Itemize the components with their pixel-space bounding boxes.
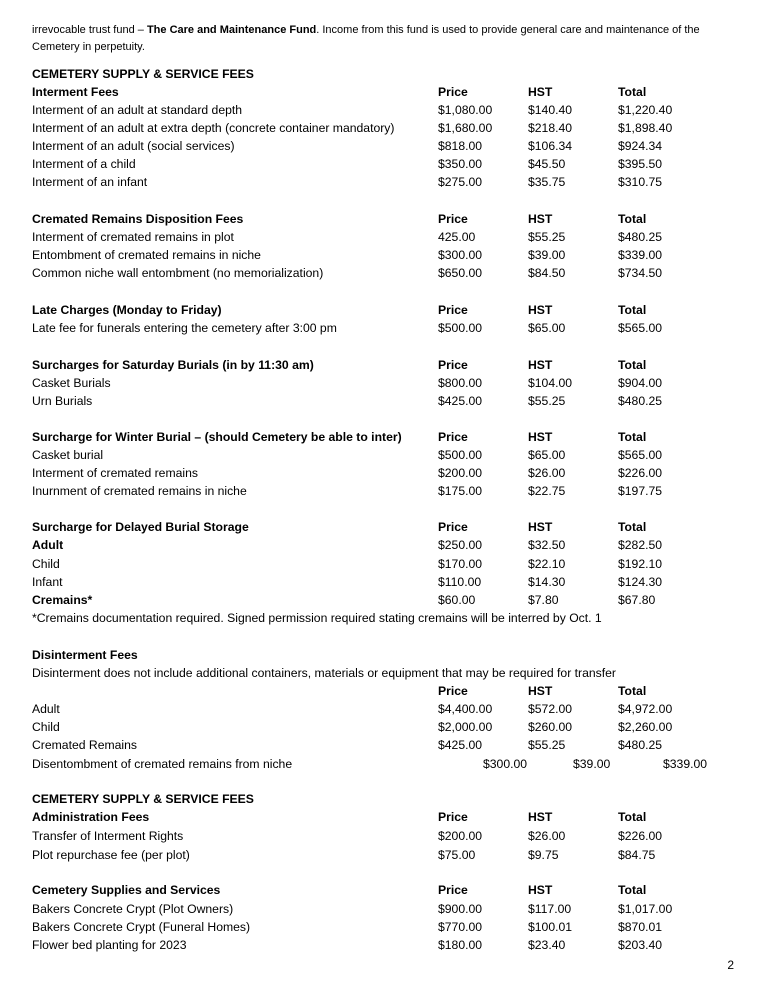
price-value: $250.00 (438, 538, 483, 552)
total-value: $1,220.40 (618, 103, 673, 117)
item-label: Common niche wall entombment (no memorialization) (32, 266, 324, 280)
price-value: $60.00 (438, 593, 476, 607)
table-row (0, 155, 764, 173)
delayed-header-row (0, 518, 764, 536)
total-header: Total (618, 810, 647, 824)
section-title: Disinterment Fees (32, 648, 138, 662)
price-value: $300.00 (438, 248, 483, 262)
price-value: $275.00 (438, 175, 483, 189)
price-header: Price (438, 430, 468, 444)
price-header: Price (438, 303, 468, 317)
table-row (0, 555, 764, 573)
hst-value: $39.00 (573, 757, 611, 771)
hst-value: $140.40 (528, 103, 573, 117)
section-title: Surcharge for Winter Burial – (should Cemetery be able to inter) (32, 430, 402, 444)
table-row (0, 119, 764, 137)
price-value: $425.00 (438, 738, 483, 752)
table-row (0, 936, 764, 954)
price-value: $900.00 (438, 902, 483, 916)
table-row (0, 246, 764, 264)
total-value: $565.00 (618, 321, 663, 335)
section-title: Cremated Remains Disposition Fees (32, 212, 244, 226)
hst-value: $117.00 (528, 902, 572, 916)
total-value: $480.25 (618, 230, 663, 244)
item-label: Cremains* (32, 593, 93, 607)
price-value: $650.00 (438, 266, 483, 280)
hst-header: HST (528, 883, 553, 897)
item-label: Interment of an infant (32, 175, 148, 189)
section-title: Interment Fees (32, 85, 119, 99)
table-row (0, 846, 764, 864)
item-label: Transfer of Interment Rights (32, 829, 184, 843)
total-value: $480.25 (618, 738, 663, 752)
hst-value: $55.25 (528, 230, 566, 244)
price-header: Price (438, 85, 468, 99)
price-header: Price (438, 212, 468, 226)
price-value: $300.00 (483, 757, 528, 771)
total-value: $904.00 (618, 376, 663, 390)
hst-header: HST (528, 430, 553, 444)
section-title: Late Charges (Monday to Friday) (32, 303, 222, 317)
hst-value: $65.00 (528, 448, 566, 462)
hst-value: $35.75 (528, 175, 566, 189)
hst-value: $32.50 (528, 538, 566, 552)
price-header: Price (438, 883, 468, 897)
hst-value: $9.75 (528, 848, 559, 862)
hst-value: $100.01 (528, 920, 573, 934)
price-value: $75.00 (438, 848, 476, 862)
total-header: Total (618, 883, 647, 897)
price-value: $2,000.00 (438, 720, 493, 734)
fund-name: The Care and Maintenance Fund (146, 24, 317, 36)
hst-value: $23.40 (528, 938, 566, 952)
price-value: $200.00 (438, 466, 483, 480)
table-row (0, 573, 764, 591)
hst-value: $260.00 (528, 720, 573, 734)
total-value: $480.25 (618, 394, 663, 408)
item-label: Casket burial (32, 448, 104, 462)
page-number: 2 (727, 958, 734, 972)
total-value: $203.40 (618, 938, 663, 952)
hst-value: $14.30 (528, 575, 566, 589)
table-row (0, 900, 764, 918)
cremains-footnote: *Cremains documentation required. Signed permission required stating cremains will be interred by Oct. 1 (32, 611, 602, 625)
hst-header: HST (528, 520, 553, 534)
table-row (0, 264, 764, 282)
section-title: Surcharge for Delayed Burial Storage (32, 520, 249, 534)
hst-value: $84.50 (528, 266, 566, 280)
table-row (0, 536, 764, 554)
total-value: $339.00 (663, 757, 708, 771)
table-row (0, 482, 764, 500)
table-row (0, 446, 764, 464)
hst-header: HST (528, 684, 553, 698)
table-row (0, 700, 764, 718)
section-title: Surcharges for Saturday Burials (in by 11:30 am) (32, 358, 314, 372)
hst-value: $55.25 (528, 738, 566, 752)
item-label: Adult (32, 702, 60, 716)
table-row (0, 392, 764, 410)
item-label: Infant (32, 575, 63, 589)
total-value: $870.01 (618, 920, 663, 934)
intro-prefix: irrevocable trust fund – (32, 24, 147, 36)
item-label: Disentombment of cremated remains from niche (32, 757, 293, 771)
item-label: Interment of an adult at extra depth (concrete container mandatory) (32, 121, 395, 135)
hst-value: $55.25 (528, 394, 566, 408)
item-label: Child (32, 720, 60, 734)
total-value: $1,017.00 (618, 902, 673, 916)
hst-header: HST (528, 810, 553, 824)
price-value: $500.00 (438, 321, 483, 335)
hst-value: $65.00 (528, 321, 566, 335)
price-header: Price (438, 810, 468, 824)
item-label: Casket Burials (32, 376, 111, 390)
item-label: Bakers Concrete Crypt (Plot Owners) (32, 902, 234, 916)
item-label: Interment of cremated remains (32, 466, 198, 480)
total-value: $4,972.00 (618, 702, 673, 716)
table-row (0, 101, 764, 119)
total-header: Total (618, 85, 647, 99)
price-value: $350.00 (438, 157, 483, 171)
total-value: $67.80 (618, 593, 656, 607)
hst-value: $218.40 (528, 121, 573, 135)
total-header: Total (618, 520, 647, 534)
total-value: $84.75 (618, 848, 656, 862)
table-row (0, 918, 764, 936)
table-row (0, 374, 764, 392)
hst-header: HST (528, 358, 553, 372)
price-value: $170.00 (438, 557, 483, 571)
intro-paragraph (32, 22, 732, 56)
hst-value: $7.80 (528, 593, 559, 607)
total-value: $395.50 (618, 157, 663, 171)
section-title: Cemetery Supplies and Services (32, 883, 221, 897)
item-label: Flower bed planting for 2023 (32, 938, 187, 952)
item-label: Urn Burials (32, 394, 93, 408)
item-label: Plot repurchase fee (per plot) (32, 848, 190, 862)
total-value: $124.30 (618, 575, 663, 589)
total-value: $226.00 (618, 829, 663, 843)
total-value: $197.75 (618, 484, 663, 498)
price-value: $425.00 (438, 394, 483, 408)
interment-header-row (0, 83, 764, 101)
item-label: Interment of an adult at standard depth (32, 103, 243, 117)
table-row (0, 718, 764, 736)
price-value: $110.00 (438, 575, 482, 589)
item-label: Entombment of cremated remains in niche (32, 248, 261, 262)
total-header: Total (618, 212, 647, 226)
table-row (0, 173, 764, 191)
table-row (0, 319, 764, 337)
hst-value: $104.00 (528, 376, 573, 390)
total-value: $192.10 (618, 557, 663, 571)
cremated-header-row (0, 210, 764, 228)
total-value: $282.50 (618, 538, 663, 552)
hst-header: HST (528, 212, 553, 226)
price-header: Price (438, 358, 468, 372)
price-value: $800.00 (438, 376, 483, 390)
disinterment-header-row (0, 682, 764, 700)
table-row (0, 755, 764, 773)
winter-header-row (0, 428, 764, 446)
item-label: Adult (32, 538, 64, 552)
hst-value: $106.34 (528, 139, 573, 153)
item-label: Interment of a child (32, 157, 136, 171)
total-value: $339.00 (618, 248, 663, 262)
hst-value: $45.50 (528, 157, 566, 171)
table-row (0, 137, 764, 155)
item-label: Child (32, 557, 60, 571)
total-value: $565.00 (618, 448, 663, 462)
total-value: $226.00 (618, 466, 663, 480)
intro-suffix: . Income from this fund is used to provide general care and maintenance of the Cemetery in perpetuity. (32, 24, 700, 53)
total-value: $2,260.00 (618, 720, 673, 734)
item-label: Interment of cremated remains in plot (32, 230, 234, 244)
price-value: 425.00 (438, 230, 476, 244)
hst-value: $26.00 (528, 829, 566, 843)
total-header: Total (618, 430, 647, 444)
price-value: $4,400.00 (438, 702, 493, 716)
table-row (0, 591, 764, 609)
total-value: $734.50 (618, 266, 663, 280)
section-subtitle: Disinterment does not include additional containers, materials or equipment that may be required for transfer (32, 666, 616, 680)
price-value: $175.00 (438, 484, 483, 498)
total-header: Total (618, 358, 647, 372)
hst-value: $572.00 (528, 702, 573, 716)
item-label: Bakers Concrete Crypt (Funeral Homes) (32, 920, 251, 934)
table-row (0, 736, 764, 754)
table-row (0, 464, 764, 482)
total-value: $310.75 (618, 175, 663, 189)
price-value: $1,080.00 (438, 103, 493, 117)
admin-header-row (0, 808, 764, 826)
section-heading: CEMETERY SUPPLY & SERVICE FEES (32, 792, 254, 806)
item-label: Late fee for funerals entering the cemetery after 3:00 pm (32, 321, 337, 335)
item-label: Interment of an adult (social services) (32, 139, 235, 153)
price-value: $1,680.00 (438, 121, 493, 135)
price-value: $500.00 (438, 448, 483, 462)
item-label: Inurnment of cremated remains in niche (32, 484, 247, 498)
late-header-row (0, 301, 764, 319)
price-header: Price (438, 684, 468, 698)
price-value: $818.00 (438, 139, 483, 153)
hst-header: HST (528, 303, 553, 317)
hst-header: HST (528, 85, 553, 99)
saturday-header-row (0, 356, 764, 374)
hst-value: $39.00 (528, 248, 566, 262)
total-value: $924.34 (618, 139, 663, 153)
price-value: $180.00 (438, 938, 483, 952)
supplies-header-row (0, 881, 764, 899)
section-heading: CEMETERY SUPPLY & SERVICE FEES (32, 67, 254, 81)
hst-value: $22.75 (528, 484, 566, 498)
hst-value: $26.00 (528, 466, 566, 480)
price-header: Price (438, 520, 468, 534)
item-label: Cremated Remains (32, 738, 137, 752)
table-row (0, 827, 764, 845)
total-header: Total (618, 303, 647, 317)
hst-value: $22.10 (528, 557, 566, 571)
total-value: $1,898.40 (618, 121, 673, 135)
price-value: $770.00 (438, 920, 483, 934)
price-value: $200.00 (438, 829, 483, 843)
section-title: Administration Fees (32, 810, 150, 824)
table-row (0, 228, 764, 246)
total-header: Total (618, 684, 647, 698)
